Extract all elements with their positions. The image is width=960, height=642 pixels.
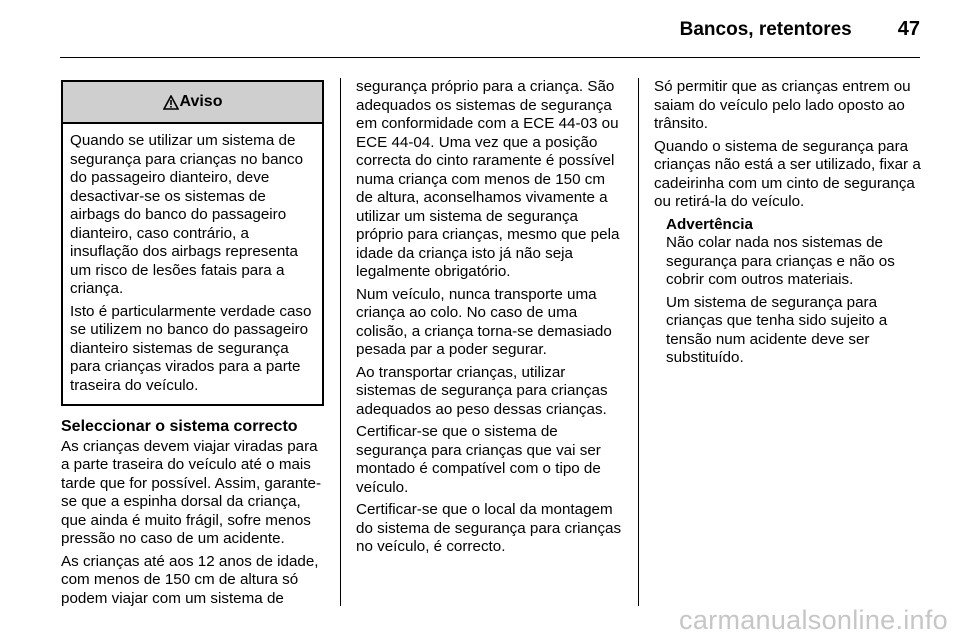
notice-paragraph: Não colar nada nos sistemas de segurança para crianças e não os cobrir com outros materiais. [666, 234, 895, 288]
page-number: 47 [897, 18, 920, 40]
notice-paragraph: Um sistema de segurança para crianças que tenha sido sujeito a tensão num acidente deve ser substituído. [666, 293, 888, 366]
body-paragraph: As crianças devem viajar viradas para a parte traseira do veículo até o mais tarde que for possível. Assim, garante-se que a espinha dorsal da criança, que ainda é muito frágil, sofre menos pressão no caso de um acidente. [61, 437, 322, 547]
warning-triangle-icon [163, 95, 179, 110]
warning-body [63, 124, 322, 404]
body-paragraph: As crianças até aos 12 anos de idade, com menos de 150 cm de altura só podem viajar com um sistema de [61, 552, 319, 607]
notice-block [654, 216, 924, 368]
page-header [60, 18, 920, 44]
body-paragraph: Num veículo, nunca transporte uma criança ao colo. No caso de uma colisão, a criança torna-se demasiado pesada par a poder segurar. [356, 285, 612, 358]
body-paragraph: Só permitir que as crianças entrem ou saiam do veículo pelo lado oposto ao trânsito. [654, 78, 911, 132]
warning-title: Aviso [179, 92, 223, 110]
column-3 [654, 78, 924, 372]
warning-header [63, 82, 322, 124]
warning-paragraph: Quando se utilizar um sistema de segurança para crianças no banco do passageiro dianteiro, deve desactivar-se os sistemas de airbags do banco do passageiro dianteiro, caso contrário, a insuflação dos airbags representa um risco de lesões fatais para a criança. [70, 132, 304, 297]
body-paragraph: Certificar-se que o local da montagem do sistema de segurança para crianças no veículo, é correcto. [356, 501, 622, 555]
body-paragraph: segurança próprio para a criança. São adequados os sistemas de segurança em conformidade com a ECE 44-03 ou ECE 44-04. Uma vez que a posição correcta do cinto raramente é possível numa criança com menos de 150 cm de altura, aconselhamos vivamente a utilizar um sistema de segurança próprio para crianças, mesmo que pela idade da criança isto já não seja legalmente obrigatório. [356, 78, 620, 280]
column-divider-1 [340, 78, 341, 606]
column-divider-2 [638, 78, 639, 606]
header-rule [60, 57, 920, 58]
column-2 [356, 78, 624, 561]
notice-title: Advertência [666, 215, 753, 233]
warning-box [61, 80, 324, 406]
body-paragraph: Certificar-se que o sistema de segurança para crianças que vai ser montado é compatível com o tipo de veículo. [356, 423, 601, 496]
column-1 [61, 80, 324, 612]
body-paragraph: Quando o sistema de segurança para crianças não está a ser utilizado, fixar a cadeirinha com um cinto de segurança ou retirá-la do veículo. [654, 137, 921, 210]
watermark: carmanualsonline.info [679, 605, 948, 635]
body-paragraph: Ao transportar crianças, utilizar sistemas de segurança para crianças adequados ao peso dessas crianças. [356, 363, 608, 418]
section-title: Bancos, retentores [679, 19, 852, 40]
warning-paragraph: Isto é particularmente verdade caso se utilizem no banco do passageiro dianteiro sistemas de segurança para crianças virados para a parte traseira do veículo. [70, 302, 312, 394]
section-heading: Seleccionar o sistema correcto [61, 418, 298, 435]
